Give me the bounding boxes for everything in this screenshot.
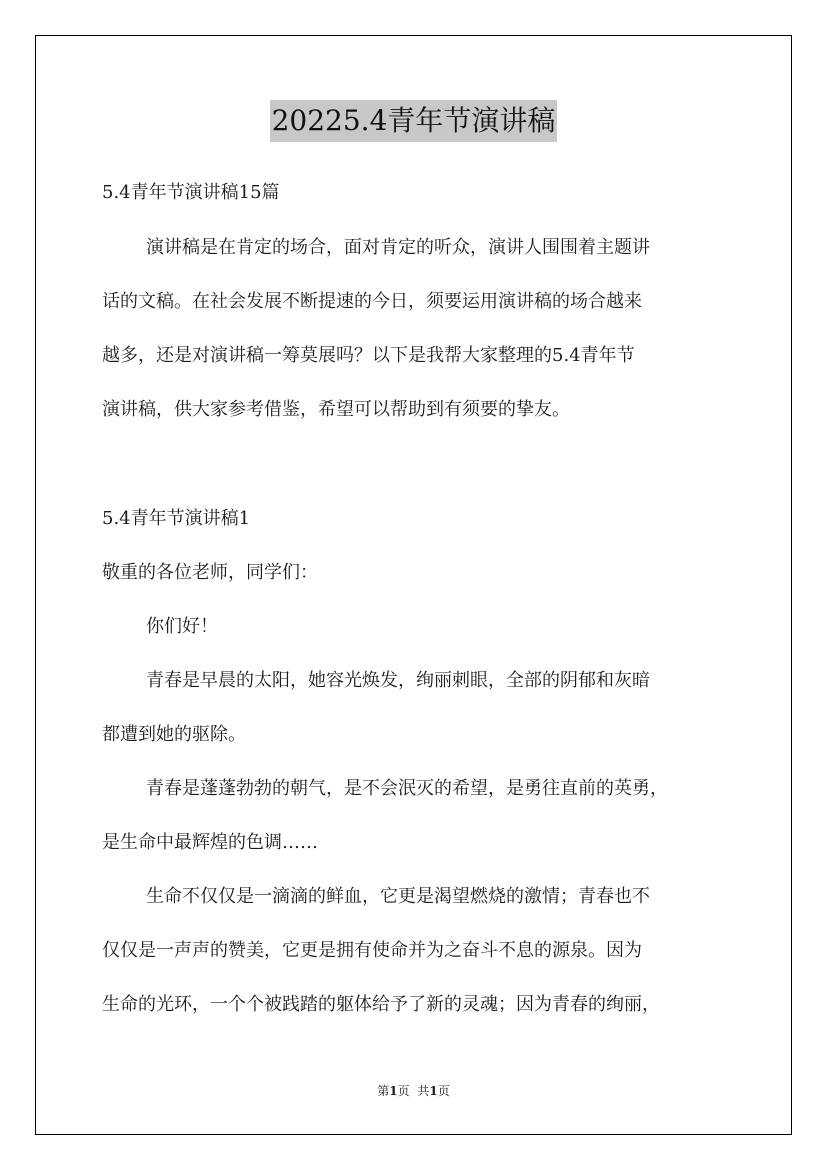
greeting: 你们好！ (146, 616, 218, 637)
page-number: 1 (389, 1084, 398, 1098)
body-line-3: 青春是蓬蓬勃勃的朝气，是不会泯灭的希望，是勇往直前的英勇， (146, 778, 668, 799)
page-prefix: 第 (377, 1084, 390, 1098)
body-line-6: 仅仅是一声声的赞美，它更是拥有使命并为之奋斗不息的源泉。因为 (102, 940, 642, 961)
body-line-5: 生命不仅仅是一滴滴的鲜血，它更是渴望燃烧的激情；青春也不 (146, 886, 650, 907)
section-heading: 5.4青年节演讲稿1 (102, 508, 251, 529)
document-title: 20225.4青年节演讲稿 (270, 100, 558, 142)
total-pages: 1 (429, 1084, 438, 1098)
body-line-1: 青春是早晨的太阳，她容光焕发，绚丽刺眼，全部的阴郁和灰暗 (146, 670, 650, 691)
intro-line-1: 演讲稿是在肯定的场合，面对肯定的听众，演讲人围围着主题讲 (146, 237, 650, 258)
intro-line-4: 演讲稿，供大家参考借鉴，希望可以帮助到有须要的挚友。 (102, 399, 570, 420)
page-suffix: 页 (397, 1084, 410, 1098)
page-footer (0, 1083, 827, 1099)
total-suffix: 页 (437, 1084, 450, 1098)
intro-line-2: 话的文稿。在社会发展不断提速的今日，须要运用演讲稿的场合越来 (102, 291, 642, 312)
body-line-7: 生命的光环，一个个被践踏的躯体给予了新的灵魂；因为青春的绚丽， (102, 994, 660, 1015)
intro-line-3: 越多，还是对演讲稿一筹莫展吗？以下是我帮大家整理的5.4青年节 (102, 345, 635, 366)
body-line-2: 都遭到她的驱除。 (102, 724, 246, 745)
title-container (0, 100, 827, 142)
total-prefix: 共 (417, 1084, 430, 1098)
salutation: 敬重的各位老师，同学们： (102, 562, 318, 583)
subtitle: 5.4青年节演讲稿15篇 (102, 182, 280, 203)
body-line-4: 是生命中最辉煌的色调…… (102, 832, 318, 853)
